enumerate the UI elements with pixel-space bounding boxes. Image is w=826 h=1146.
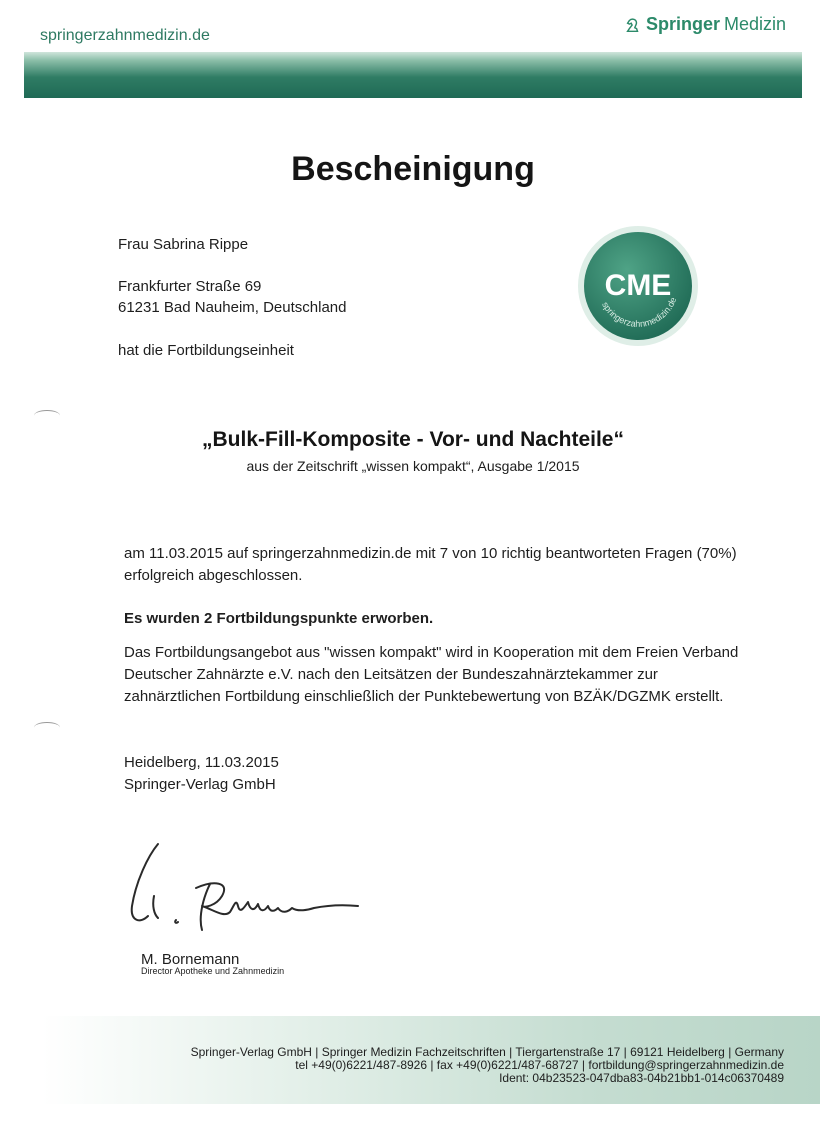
header-band <box>24 52 802 98</box>
course-source: aus der Zeitschrift „wissen kompakt“, Ausgabe 1/2015 <box>246 458 580 474</box>
recipient-city: 61231 Bad Nauheim, Deutschland <box>118 299 347 316</box>
footer-address: Springer-Verlag GmbH | Springer Medizin Fachzeitschriften | Tiergartenstraße 17 | 69121 Heidelberg | Germany <box>190 1045 784 1059</box>
document-title: Bescheinigung <box>291 150 535 188</box>
signer-name: M. Bornemann <box>141 951 240 968</box>
recipient-name: Frau Sabrina Rippe <box>118 236 249 253</box>
signature-image <box>118 836 378 936</box>
springer-medizin-logo <box>624 14 786 35</box>
points-text: Es wurden 2 Fortbildungspunkte erworben. <box>124 610 434 627</box>
completion-text: am 11.03.2015 auf springerzahnmedizin.de mit 7 von 10 richtig beantworteten Fragen (70%) erfolgreich abgeschlossen. <box>124 545 737 584</box>
cme-label: CME <box>604 269 672 302</box>
brand-name-light: Medizin <box>723 14 786 34</box>
intro-text: hat die Fortbildungseinheit <box>118 342 294 359</box>
cme-badge <box>576 224 700 348</box>
chess-knight-icon <box>624 16 642 34</box>
cme-ring-text: springerzahnmedizin.de <box>600 295 679 329</box>
brand-name-bold: Springer <box>645 14 720 34</box>
publisher-name: Springer-Verlag GmbH <box>124 776 276 793</box>
site-url: springerzahnmedizin.de <box>40 27 210 44</box>
punch-mark <box>34 410 60 421</box>
cooperation-text: Das Fortbildungsangebot aus "wissen kompakt" wird in Kooperation mit dem Freien Verband Deutscher Zahnärzte e.V. nach den Leitsätzen der Bundeszahnärztekammer zur zahnärztlichen Fortbildung einschließlich der Punktebewertung von BZÄK/DGZMK erstellt. <box>124 644 739 705</box>
place-date: Heidelberg, 11.03.2015 <box>124 754 279 771</box>
course-title: „Bulk-Fill-Komposite - Vor- und Nachteile“ <box>202 428 624 451</box>
footer-ident: Ident: 04b23523-047dba83-04b21bb1-014c06370489 <box>499 1071 784 1085</box>
signer-role: Director Apotheke und Zahnmedizin <box>141 966 285 976</box>
punch-mark <box>34 722 60 733</box>
footer-contact: tel +49(0)6221/487-8926 | fax +49(0)6221/487-68727 | fortbildung@springerzahnmedizin.de <box>295 1058 784 1072</box>
recipient-street: Frankfurter Straße 69 <box>118 278 262 295</box>
